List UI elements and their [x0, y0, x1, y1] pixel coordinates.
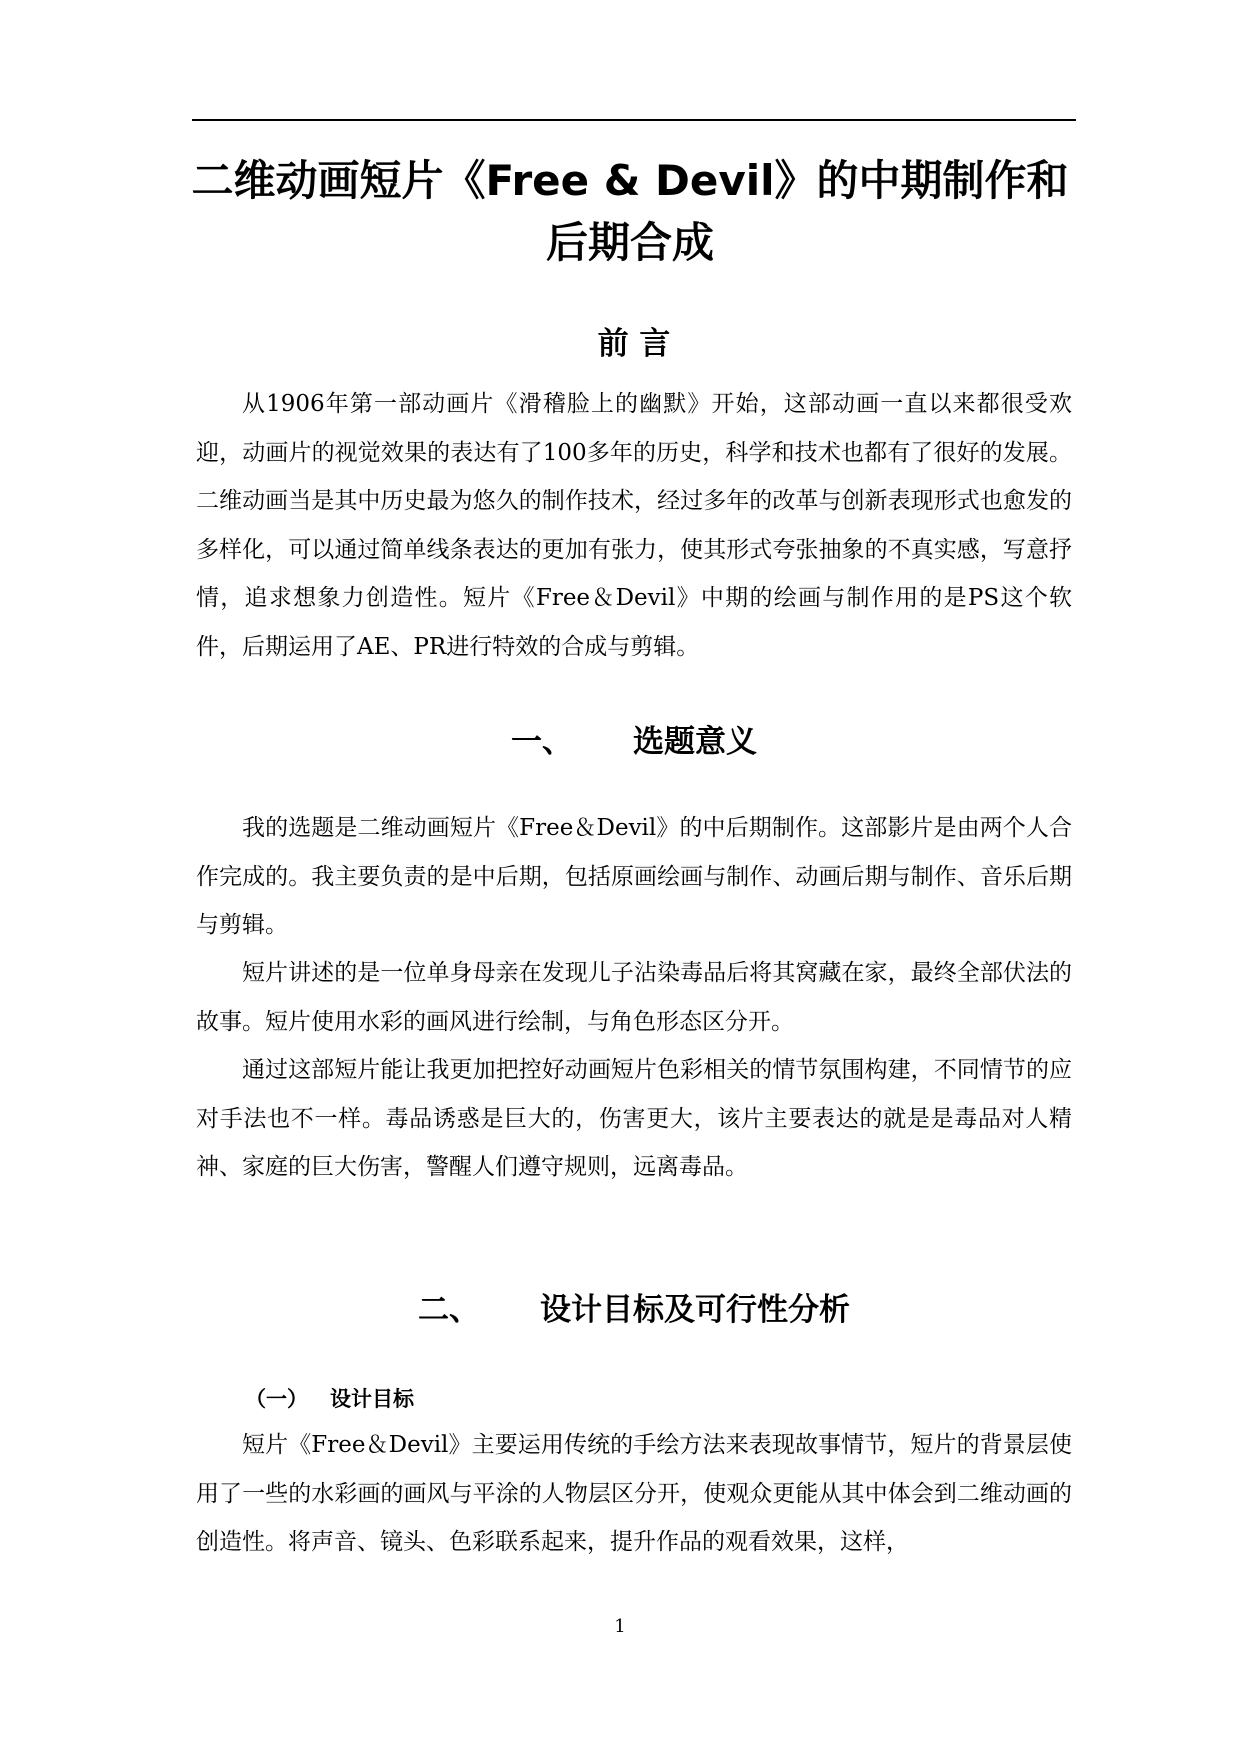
page-number: 1: [614, 1616, 626, 1637]
section2-number: 二、: [418, 1292, 480, 1328]
section2-title: 设计目标及可行性分析: [540, 1292, 850, 1328]
section1-number: 一、: [511, 724, 573, 760]
section2-heading: [192, 1284, 1076, 1329]
section1-paragraph: 我的选题是二维动画短片《Free＆Devil》的中后期制作。这部影片是由两个人合作完成的。我主要负责的是中后期，包括原画绘画与制作、动画后期与制作、音乐后期与剪辑。: [196, 815, 1072, 938]
preface-paragraph: 从1906年第一部动画片《滑稽脸上的幽默》开始，这部动画一直以来都很受欢迎，动画片的视觉效果的表达有了100多年的历史，科学和技术也都有了很好的发展。二维动画当是其中历史最为悠久的制作技术，经过多年的改革与创新表现形式也愈发的多样化，可以通过简单线条表达的更加有张力，使其形式夸张抽象的不真实感，写意抒情，追求想象力创造性。短片《Free＆Devil》中期的绘画与制作用的是PS这个软件，后期运用了AE、PR进行特效的合成与剪辑。: [196, 391, 1072, 660]
document-title: 二维动画短片《Free & Devil》的中期制作和后期合成: [191, 156, 1069, 267]
preface-heading: 前 言: [597, 326, 671, 362]
subsection-number: （一）: [245, 1387, 308, 1411]
subsection-paragraph: 短片《Free＆Devil》主要运用传统的手绘方法来表现故事情节，短片的背景层使用了一些的水彩画的画风与平涂的人物层区分开，使观众更能从其中体会到二维动画的创造性。将声音、镜头、色彩联系起来，提升作品的观看效果，这样，: [196, 1432, 1072, 1555]
header-rule: [192, 119, 1076, 121]
subsection-title: 设计目标: [330, 1387, 414, 1411]
section1-heading: [192, 716, 1076, 761]
section1-title: 选题意义: [633, 724, 757, 760]
section1-paragraph: 短片讲述的是一位单身母亲在发现儿子沾染毒品后将其窝藏在家，最终全部伏法的故事。短片使用水彩的画风进行绘制，与角色形态区分开。: [196, 960, 1072, 1035]
subsection-heading: [245, 1383, 414, 1413]
section1-paragraph: 通过这部短片能让我更加把控好动画短片色彩相关的情节氛围构建，不同情节的应对手法也不一样。毒品诱惑是巨大的，伤害更大，该片主要表达的就是是毒品对人精神、家庭的巨大伤害，警醒人们遵守规则，远离毒品。: [196, 1057, 1072, 1180]
